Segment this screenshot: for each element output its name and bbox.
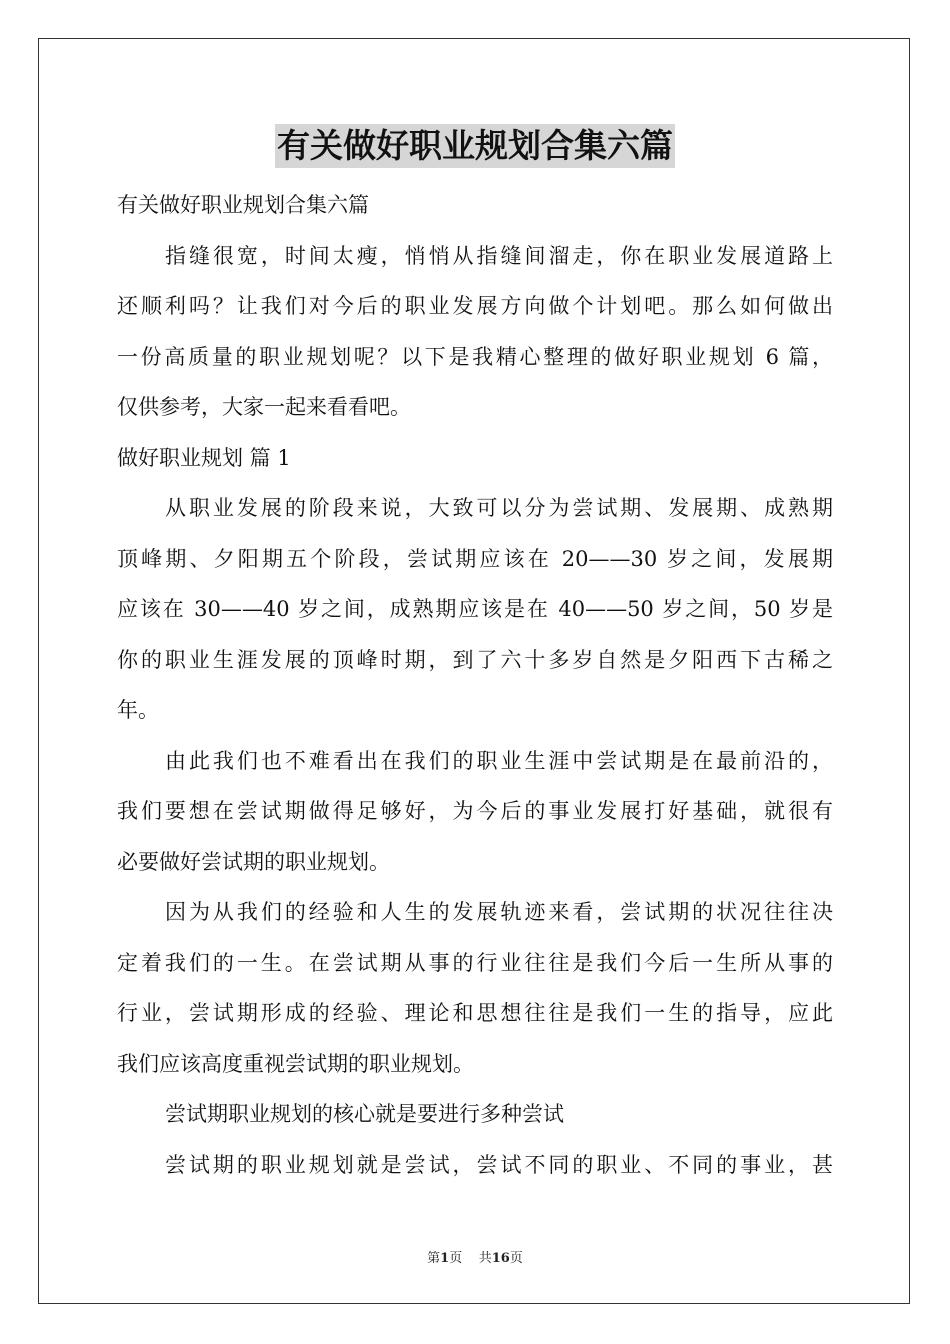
text-line: 应该在 30——40 岁之间，成熟期应该是在 40——50 岁之间，50 岁是: [117, 597, 833, 621]
text-line: 还顺利吗？让我们对今后的职业发展方向做个计划吧。那么如何做出: [117, 294, 833, 318]
text-line: 有关做好职业规划合集六篇: [117, 193, 369, 217]
text-line: 做好职业规划 篇 1: [117, 445, 291, 470]
document-title: 有关做好职业规划合集六篇: [275, 124, 675, 168]
footer-page-mid: 页 共: [449, 1251, 492, 1266]
footer-page-current: 1: [440, 1251, 450, 1266]
text-line: 仅供参考，大家一起来看看吧。: [117, 395, 411, 419]
footer-page-prefix: 第: [427, 1251, 441, 1266]
text-line: 必要做好尝试期的职业规划。: [117, 849, 390, 874]
document-body: [117, 180, 833, 1190]
text-line: 一份高质量的职业规划呢？以下是我精心整理的做好职业规划 6 篇，: [117, 344, 833, 369]
document-title-wrap: [0, 124, 950, 168]
text-line: 指缝很宽，时间太瘦，悄悄从指缝间溜走，你在职业发展道路上: [165, 243, 833, 268]
text-line: 行业，尝试期形成的经验、理论和思想往往是我们一生的指导，应此: [117, 1001, 833, 1025]
page-footer: [0, 1247, 950, 1266]
text-line: 定着我们的一生。在尝试期从事的行业往往是我们今后一生所从事的: [117, 950, 833, 975]
text-line: 尝试期的职业规划就是尝试，尝试不同的职业、不同的事业，甚: [165, 1152, 833, 1177]
text-line: 我们要想在尝试期做得足够好，为今后的事业发展打好基础，就很有: [117, 799, 833, 823]
text-line: 顶峰期、夕阳期五个阶段，尝试期应该在 20——30 岁之间，发展期: [117, 546, 833, 571]
text-line: 尝试期职业规划的核心就是要进行多种尝试: [165, 1102, 564, 1126]
text-line: 从职业发展的阶段来说，大致可以分为尝试期、发展期、成熟期: [165, 496, 833, 520]
text-line: 年。: [117, 698, 159, 722]
text-line: 因为从我们的经验和人生的发展轨迹来看，尝试期的状况往往决: [165, 900, 833, 924]
text-line: 由此我们也不难看出在我们的职业生涯中尝试期是在最前沿的，: [165, 748, 833, 773]
footer-page-suffix: 页: [509, 1251, 523, 1266]
text-line: 我们应该高度重视尝试期的职业规划。: [117, 1051, 474, 1076]
text-line: 你的职业生涯发展的顶峰时期，到了六十多岁自然是夕阳西下古稀之: [117, 647, 833, 672]
footer-page-total: 16: [491, 1251, 510, 1266]
